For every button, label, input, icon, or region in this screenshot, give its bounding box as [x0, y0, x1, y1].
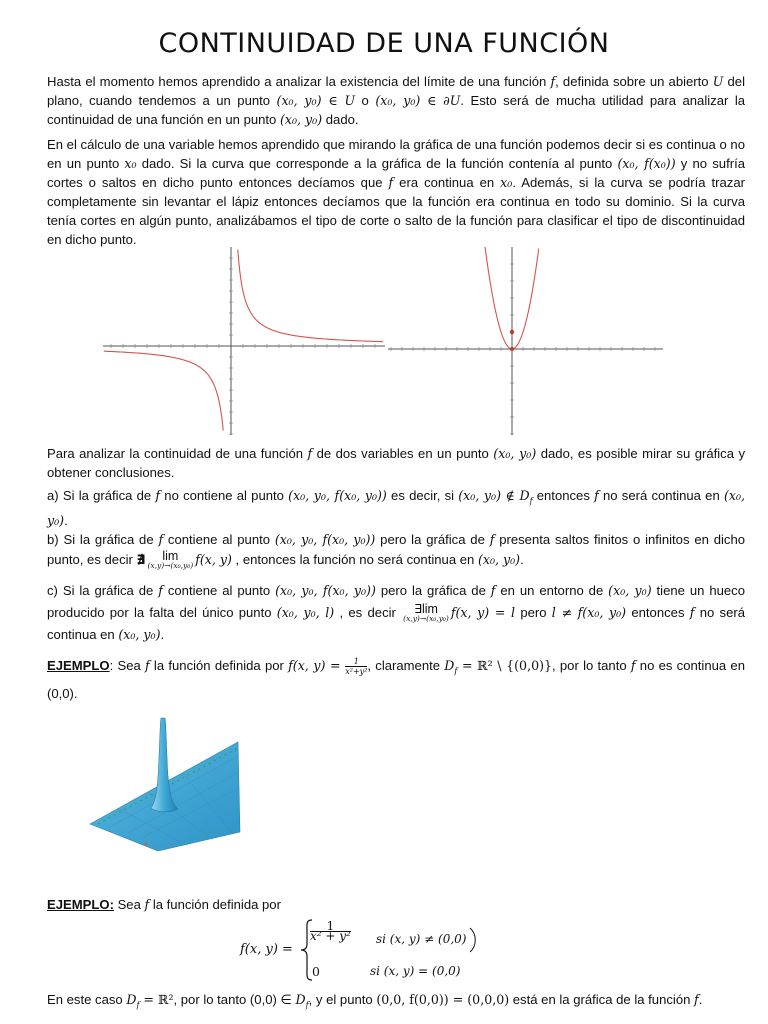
hyperbola-graph — [103, 247, 385, 435]
piecewise-condition-1: si (x, y) ≠ (0,0) — [376, 932, 467, 946]
paragraph-case-a: a) Si la gráfica de f no contiene al punto (x₀, y₀, f(x₀, y₀)) es decir, si (x₀, y₀) ∉ $D_f$ entonces f no será continua en (x₀, y₀). — [47, 488, 746, 528]
piecewise-lhs: f(x, y) = — [240, 942, 293, 957]
piecewise-function — [240, 918, 500, 982]
fraction: $\frac{1}{\text{x²+y²}}$ — [345, 657, 368, 677]
paragraph-case-b: b) Si la gráfica de f contiene al punto (x₀, y₀, f(x₀, y₀)) pero la gráfica de f presenta saltos finitos o infinitos en dicho punto, es decir ∄ lim (x,y)→(x₀,y₀) f(x, y) , entonces la función no será continua en (x₀, y₀). — [47, 532, 746, 570]
surface-3d-graph — [88, 716, 243, 851]
paragraph-intro: Hasta el momento hemos aprendido a analizar la existencia del límite de una función f, definida sobre un abierto U del plano, cuando tendemos a un punto (x₀, y₀) ∈ U o (x₀, y₀) ∈ ∂U. Esto será de mucha utilidad para analizar la continuidad de una función en un punto (x₀, y₀) dado. — [47, 74, 746, 127]
piecewise-fraction: $\frac{1}{\text{x² + y²}}$ — [310, 919, 351, 943]
limit-expression: ∃lim (x,y)→(x₀,y₀) — [403, 601, 449, 623]
paragraph-example-1: EJEMPLO: Sea f la función definida por f(x, y) = $\frac{1}{\text{x²+y²}}$ , claramente $D_f$ = ℝ² \ {(0,0)}, por lo tanto f no es continua en (0,0). — [47, 657, 745, 701]
limit-expression: lim (x,y)→(x₀,y₀) — [147, 548, 194, 570]
origin-point — [510, 347, 514, 351]
paragraph-conclusion: En este caso $D_f$ = ℝ², por lo tanto (0,0) ∈ $D_f$, y el punto (0,0, f(0,0)) = (0,0,0) está en la gráfica de la función f. — [47, 992, 703, 1010]
paragraph-two-variables: Para analizar la continuidad de una función f de dos variables en un punto (x₀, y₀) dado, es posible mirar su gráfica y obtener conclusiones. — [47, 446, 746, 480]
paragraph-case-c: c) Si la gráfica de f contiene al punto (x₀, y₀, f(x₀, y₀)) pero la gráfica de f en un entorno de (x₀, y₀) tiene un hueco producido por la falta del único punto (x₀, y₀, l) , es decir ∃lim (x,y)→(x₀,y₀) f(x, y) = l pero l ≠ f(x₀, y₀) entonces f no será continua en (x₀, y₀). — [47, 583, 746, 642]
parabola-graph — [388, 247, 663, 435]
paragraph-one-variable: En el cálculo de una variable hemos aprendido que mirando la gráfica de una función podemos decir si es continua o no en un punto x₀ dado. Si la curva que corresponde a la gráfica de la función contenía al punto (x₀, f(x₀)) y no sufría cortes o saltos en dicho punto entonces decíamos que f era continua en x₀. Además, si la curva se podría trazar completamente sin levantar el lápiz entonces decíamos que la función era continua en todo su dominio. Si la curva tenía cortes en algún punto, analizábamos el tipo de corte o salto de la función para clasificar el tipo de discontinuidad en dicho punto. — [47, 137, 745, 247]
paragraph-example-2: EJEMPLO: Sea f la función definida por — [47, 897, 281, 912]
piecewise-condition-2: si (x, y) = (0,0) — [370, 964, 461, 978]
page-title: CONTINUIDAD DE UNA FUNCIÓN — [158, 28, 610, 59]
piecewise-value-2: 0 — [312, 964, 320, 979]
marked-point — [510, 330, 514, 334]
